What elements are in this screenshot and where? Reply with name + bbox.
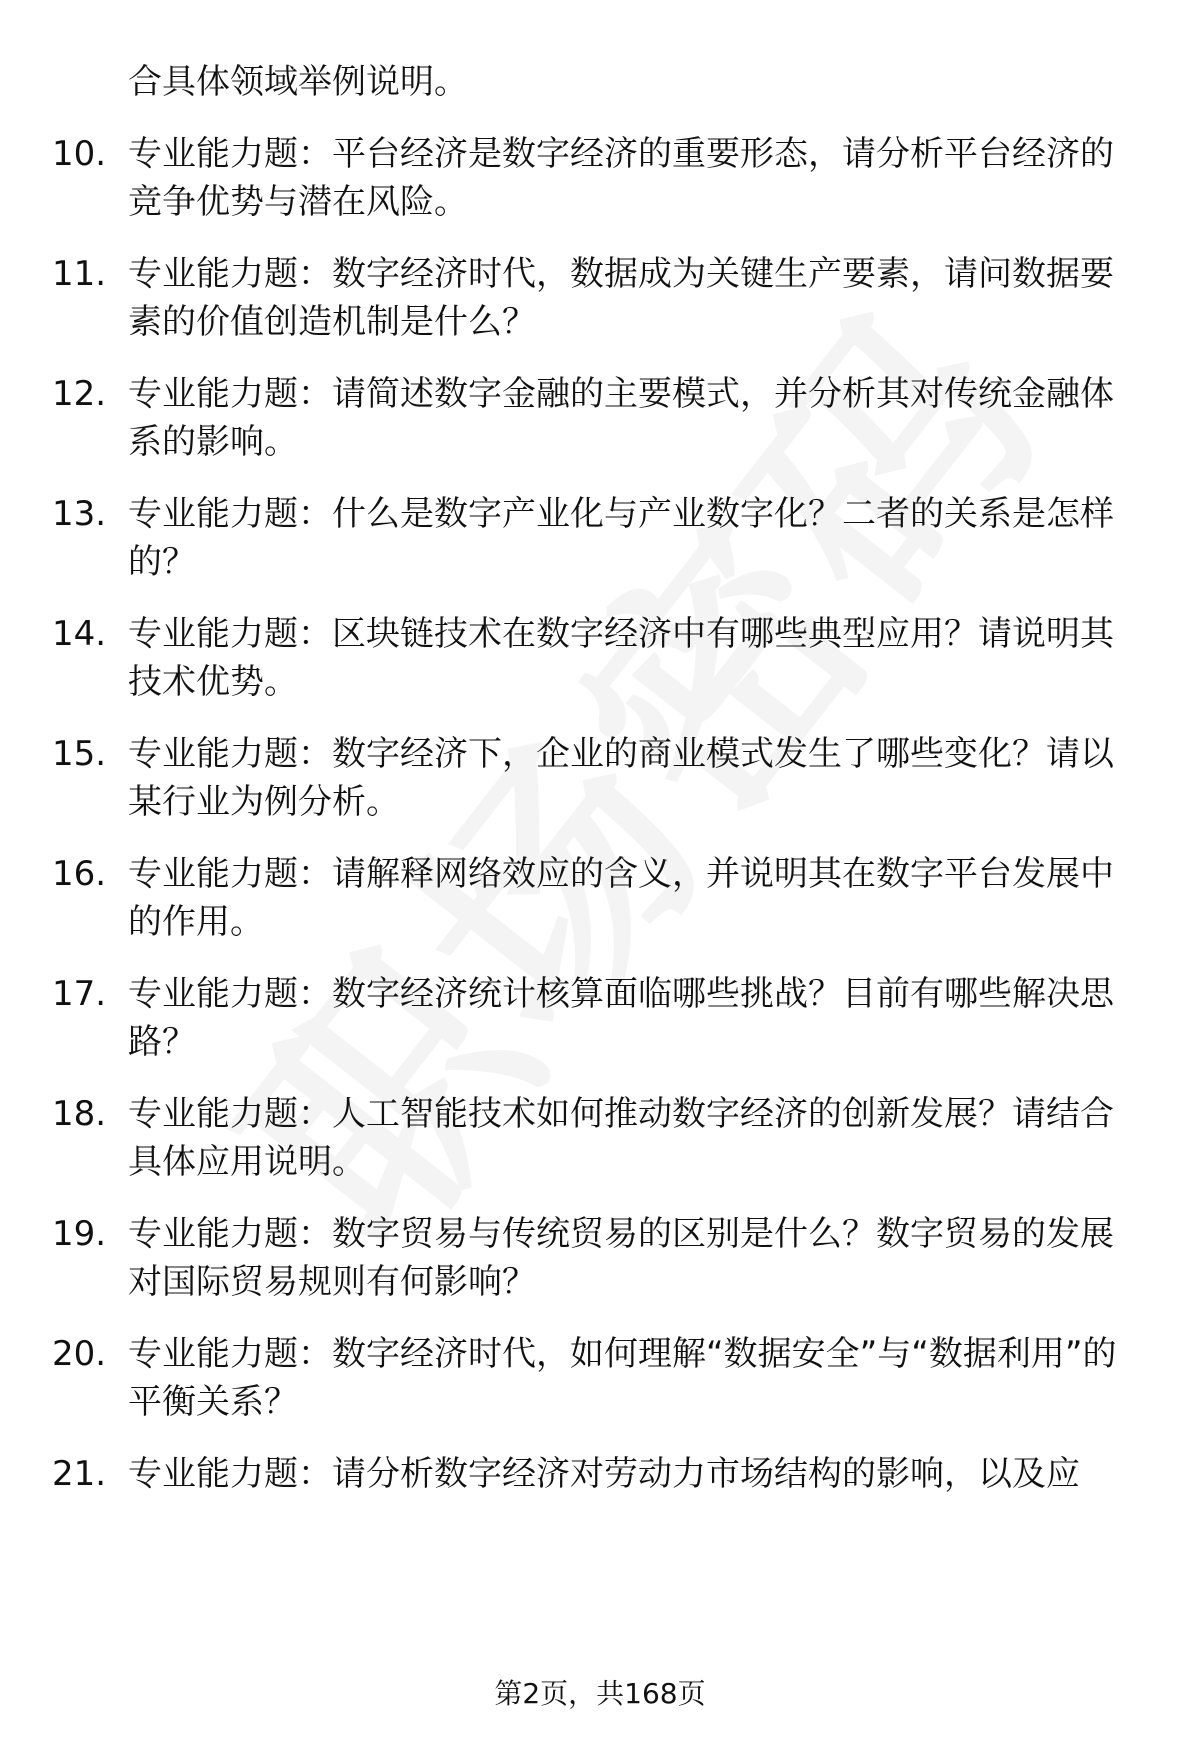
continuation-text: 合具体领域举例说明。 [128, 62, 468, 102]
question-text: 专业能力题：数字经济统计核算面临哪些挑战？目前有哪些解决思路？ [128, 974, 1114, 1062]
page-footer: 第2页，共168页 [494, 1677, 706, 1710]
question-number: 15. [52, 734, 107, 774]
question-text: 专业能力题：数字经济时代，数据成为关键生产要素，请问数据要素的价值创造机制是什么？ [128, 254, 1114, 342]
question-number: 20. [52, 1334, 107, 1374]
question-number: 10. [52, 134, 107, 174]
question-number: 17. [52, 974, 107, 1014]
question-number: 12. [52, 374, 107, 414]
question-number: 19. [52, 1214, 107, 1254]
question-number: 18. [52, 1094, 107, 1134]
question-text: 专业能力题：区块链技术在数字经济中有哪些典型应用？请说明其技术优势。 [128, 614, 1114, 702]
question-number: 11. [52, 254, 107, 294]
question-text: 专业能力题：平台经济是数字经济的重要形态，请分析平台经济的竞争优势与潜在风险。 [128, 134, 1114, 222]
question-text: 专业能力题：数字经济时代，如何理解“数据安全”与“数据利用”的平衡关系？ [128, 1334, 1117, 1422]
question-text: 专业能力题：请解释网络效应的含义，并说明其在数字平台发展中的作用。 [128, 854, 1114, 942]
question-number: 16. [52, 854, 107, 894]
question-text: 专业能力题：什么是数字产业化与产业数字化？二者的关系是怎样的？ [128, 494, 1114, 582]
question-number: 13. [52, 494, 107, 534]
question-number: 14. [52, 614, 107, 654]
question-text: 专业能力题：请分析数字经济对劳动力市场结构的影响，以及应 [128, 1454, 1080, 1494]
question-text: 专业能力题：数字经济下，企业的商业模式发生了哪些变化？请以某行业为例分析。 [128, 734, 1114, 822]
question-text: 专业能力题：人工智能技术如何推动数字经济的创新发展？请结合具体应用说明。 [128, 1094, 1114, 1182]
question-text: 专业能力题：请简述数字金融的主要模式，并分析其对传统金融体系的影响。 [128, 374, 1114, 462]
question-number: 21. [52, 1454, 107, 1494]
question-text: 专业能力题：数字贸易与传统贸易的区别是什么？数字贸易的发展对国际贸易规则有何影响？ [128, 1214, 1114, 1302]
